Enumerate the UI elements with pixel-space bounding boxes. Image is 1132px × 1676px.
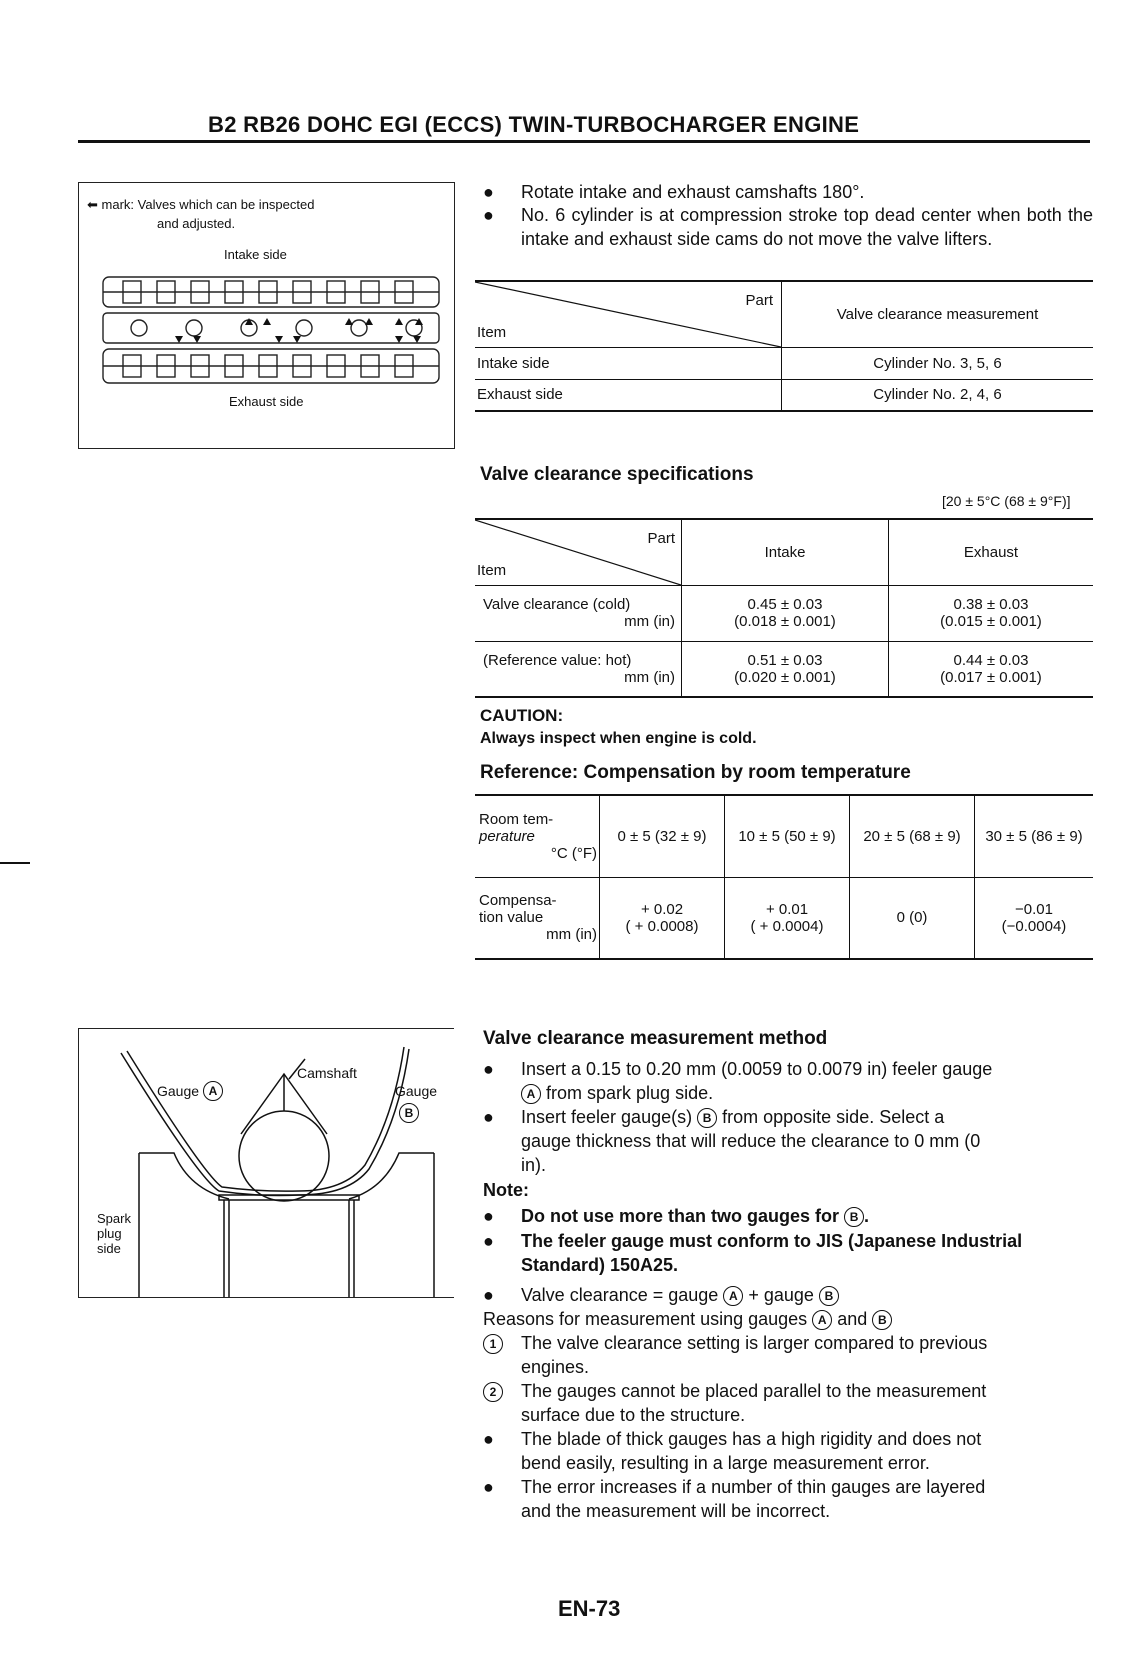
caution-text: Always inspect when engine is cold. [480,730,757,747]
gauge-a-label: Gauge A [157,1081,223,1101]
intake-header: Intake [682,519,889,585]
note-bullet-1: ● Do not use more than two gauges for B . [483,1206,870,1226]
circle-1-icon: 1 [483,1334,503,1354]
reason-4: ● The error increases if a number of thin gauges are layered and the measurement will be incorrect. [483,1477,986,1521]
page-number: EN-73 [558,1596,621,1621]
temp-cell: 30 ± 5 (86 ± 9) [985,827,1083,845]
circle-a-icon: A [723,1286,743,1306]
part-header: Part [647,530,675,547]
temp-cell: 20 ± 5 (68 ± 9) [850,795,975,877]
valve-clearance-measurement-header: Valve clearance measurement [836,305,1039,323]
circle-a-icon: A [812,1310,832,1330]
gauge-b-label: Gauge [395,1083,438,1099]
exhaust-cylinders-cell: Cylinder No. 2, 4, 6 [873,386,1002,404]
hot-exhaust-cell: 0.44 ± 0.03 (0.017 ± 0.001) [940,651,1042,686]
camshaft-diagram [99,273,444,391]
compensation-cell: + 0.02 ( + 0.0008) [600,877,725,959]
page-title: B2 RB26 DOHC EGI (ECCS) TWIN-TURBOCHARGER ENGINE [208,112,860,137]
spec-title: Valve clearance specifications [480,464,754,485]
arrow-icon: ⬅ [87,197,98,212]
intake-cylinders-cell: Cylinder No. 3, 5, 6 [873,354,1002,372]
intake-side-cell: Intake side [475,347,782,379]
cylinder-table [475,280,1093,412]
bullet-icon: ● [483,1059,494,1079]
part-header: Part [745,292,773,309]
spec-condition: [20 ± 5°C (68 ± 9°F)] [942,493,1071,509]
reason-3: ● The blade of thick gauges has a high rigidity and does not bend easily, resulting in a large measurement error. [483,1429,982,1473]
circle-a-icon: A [521,1084,541,1104]
compensation-cell: −0.01 (−0.0004) [1001,900,1067,935]
method-bullet-2: ● Insert feeler gauge(s) B from opposite side. Select a gauge thickness that will reduce the clearance to 0 mm (0 in). [483,1107,981,1175]
circle-b-icon: B [697,1108,717,1128]
compensation-cell: 0 (0) [850,877,975,959]
camshaft-label: Camshaft [297,1065,357,1081]
spec-table [475,518,1093,698]
bullet-icon: ● [483,1285,494,1305]
reasons-line: Reasons for measurement using gauges A and B [483,1307,892,1331]
spark-plug-side-label: Spark plug side [97,1211,131,1256]
reference-title: Reference: Compensation by room temperature [480,762,911,783]
exhaust-side-label: Exhaust side [229,394,304,409]
header-rule [78,140,1090,143]
compensation-table [475,794,1093,960]
compensation-label-cell: Compensa- tion value mm (in) [475,877,600,959]
circle-2-icon: 2 [483,1382,503,1402]
bullet-icon: ● [483,1206,494,1226]
bullet-icon: ● [483,1231,494,1251]
circle-b-icon: B [819,1286,839,1306]
hot-label-cell: (Reference value: hot) mm (in) [475,641,682,697]
note-bullet-2: ● The feeler gauge must conform to JIS (Japanese Industrial Standard) 150A25. [483,1231,1023,1275]
circle-b-icon: B [844,1207,864,1227]
margin-mark [0,862,30,864]
cold-label-cell: Valve clearance (cold) mm (in) [475,585,682,641]
circle-a-icon: A [203,1081,223,1101]
cold-exhaust-cell: 0.38 ± 0.03 (0.015 ± 0.001) [940,596,1042,630]
caution-title: CAUTION: [480,706,564,725]
bullet-icon: ● [483,1477,494,1497]
reason-1: 1 The valve clearance setting is larger compared to previous engines. [483,1331,1093,1379]
exhaust-side-cell: Exhaust side [475,379,782,411]
item-header: Item [477,561,507,579]
circle-b-icon: B [399,1103,419,1123]
room-temp-label-cell: Room tem- perature °C (°F) [475,795,600,877]
intake-side-label: Intake side [224,247,287,262]
note-title: Note: [483,1180,529,1200]
bullet-icon: ● [483,205,494,225]
gauge-diagram [79,1029,454,1297]
bullet-icon: ● [483,1429,494,1449]
bullet-icon: ● [483,182,494,202]
feeler-gauge-figure [78,1028,454,1298]
temp-cell: 0 ± 5 (32 ± 9) [600,795,725,877]
item-header: Item [477,323,507,341]
mark-legend: ⬅ mark: Valves which can be inspected [87,197,315,212]
method-title: Valve clearance measurement method [483,1028,828,1049]
intro-bullet-1: ● Rotate intake and exhaust camshafts 180°. [483,182,865,202]
formula-bullet: ● Valve clearance = gauge A + gauge B [483,1283,1093,1307]
exhaust-header: Exhaust [963,543,1019,561]
diagonal-divider [475,282,781,348]
reason-2: 2 The gauges cannot be placed parallel to the measurement surface due to the structure. [483,1379,1093,1427]
intro-bullet-2: ● No. 6 cylinder is at compression stroke top dead center when both the intake and exhaust side cams do not move the valve lifters. [483,205,1093,249]
mark-legend-line2: and adjusted. [157,216,236,231]
hot-intake-cell: 0.51 ± 0.03 (0.020 ± 0.001) [682,641,889,697]
compensation-cell: + 0.01 ( + 0.0004) [725,877,850,959]
valve-layout-figure [78,182,455,449]
bullet-icon: ● [483,1107,494,1127]
circle-b-icon: B [872,1310,892,1330]
cold-intake-cell: 0.45 ± 0.03 (0.018 ± 0.001) [682,585,889,641]
temp-cell: 10 ± 5 (50 ± 9) [725,795,850,877]
method-bullet-1: ● Insert a 0.15 to 0.20 mm (0.0059 to 0.0079 in) feeler gauge A from spark plug side. [483,1059,993,1103]
